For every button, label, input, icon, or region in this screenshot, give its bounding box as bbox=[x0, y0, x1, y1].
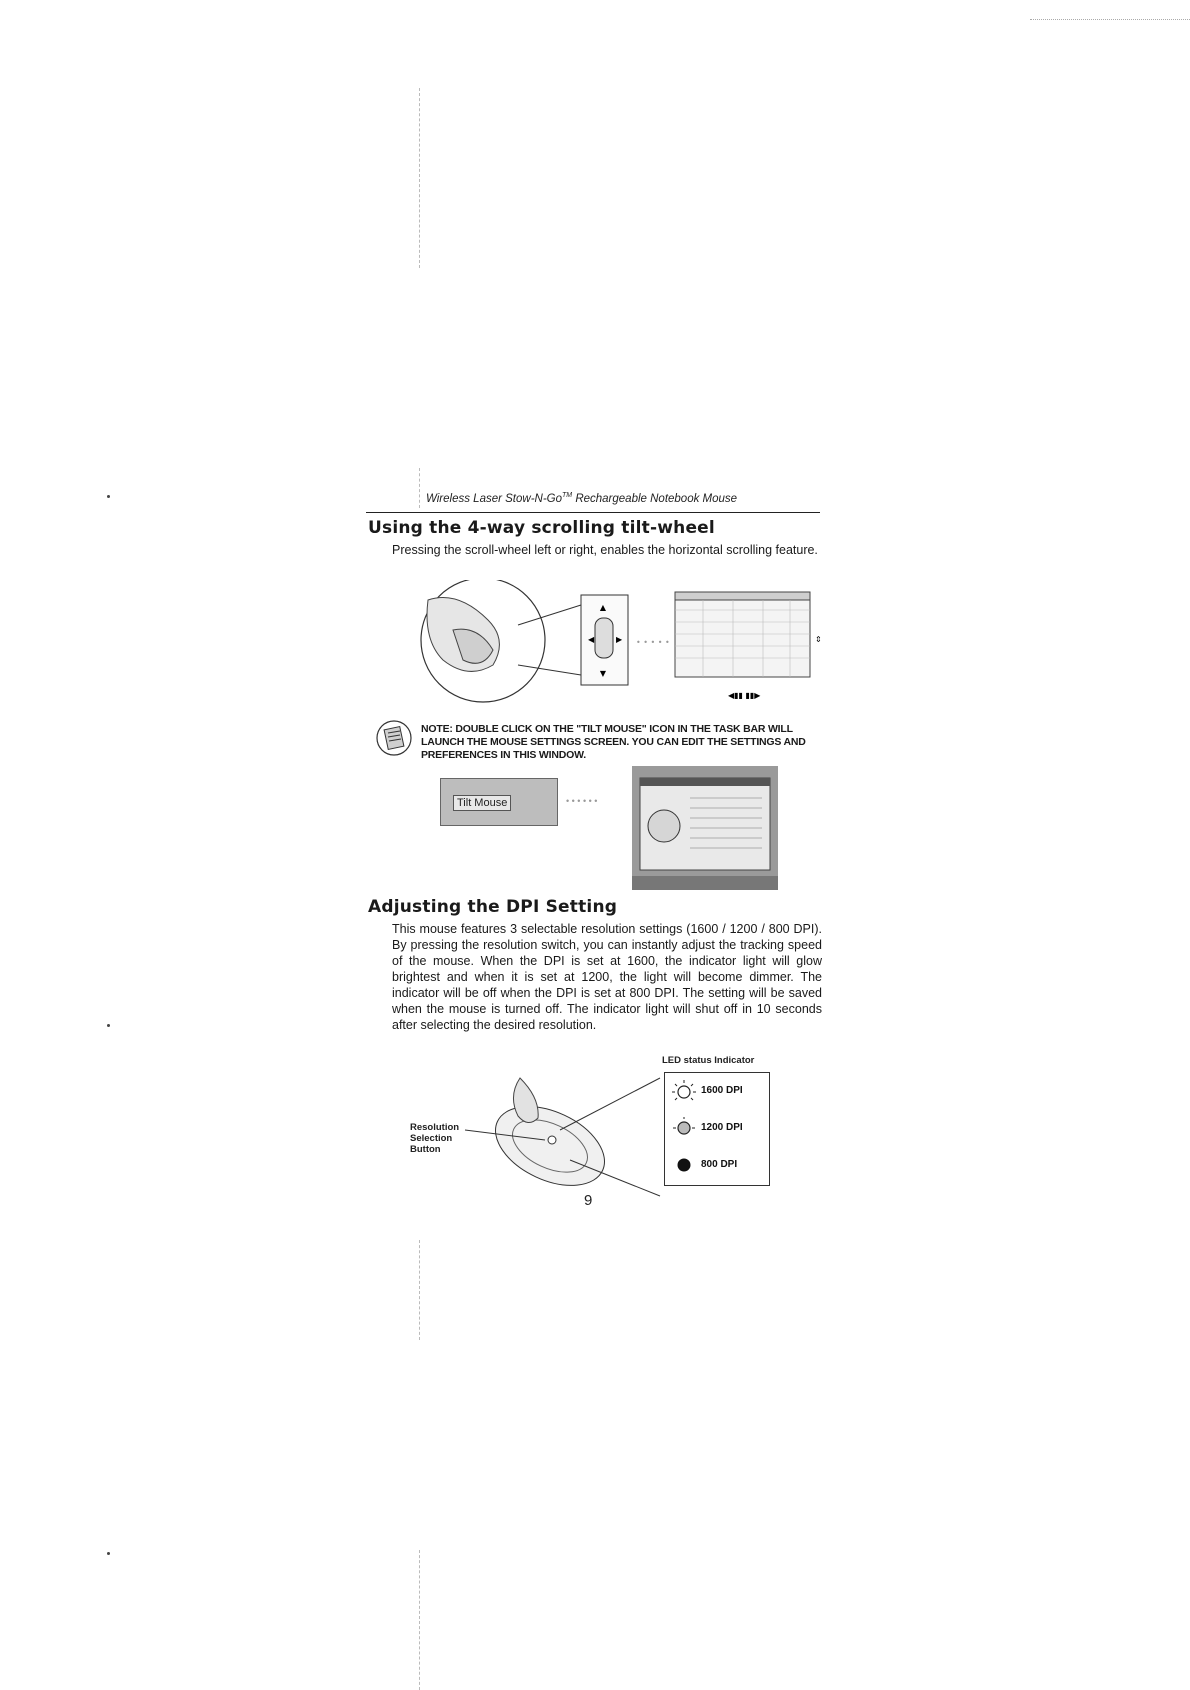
resolution-button-label bbox=[410, 1122, 459, 1155]
svg-text:▶: ▶ bbox=[616, 635, 623, 644]
mouse-dpi-illustration bbox=[460, 1068, 680, 1198]
running-head-title: Wireless Laser Stow-N-Go bbox=[426, 492, 563, 505]
trademark-mark: TM bbox=[562, 492, 573, 499]
dpi-1600-label: 1600 DPI bbox=[701, 1085, 743, 1096]
arrow-dots: • • • • • • bbox=[566, 796, 598, 806]
note-pad-icon bbox=[374, 718, 414, 758]
header-rule bbox=[366, 512, 820, 513]
tilt-wheel-paragraph: Pressing the scroll-wheel left or right, enables the horizontal scrolling feature. bbox=[392, 543, 818, 557]
led-status-box bbox=[664, 1072, 770, 1186]
dpi-1200-label: 1200 DPI bbox=[701, 1122, 743, 1133]
svg-text:▲: ▲ bbox=[599, 603, 607, 612]
led-status-label: LED status Indicator bbox=[662, 1055, 755, 1066]
resolution-label-line3: Button bbox=[410, 1144, 441, 1155]
resolution-label-line2: Selection bbox=[410, 1133, 453, 1144]
svg-text:▼: ▼ bbox=[599, 669, 607, 678]
tilt-wheel-illustration bbox=[398, 580, 830, 710]
svg-text:◀: ◀ bbox=[588, 635, 595, 644]
led-bright-icon bbox=[671, 1079, 697, 1101]
svg-text:◀▮▮ ▮▮▶: ◀▮▮ ▮▮▶ bbox=[728, 691, 761, 700]
svg-text:⇕: ⇕ bbox=[815, 635, 822, 644]
led-dim-icon bbox=[671, 1115, 697, 1137]
dpi-paragraph: This mouse features 3 selectable resolution settings (1600 / 1200 / 800 DPI). By pressing the resolution switch, you can instantly adjust the tracking speed of the mouse. When the DPI is set at 1600, the indicator light will glow brightest and when it is set at 1200, the light will become dimmer. The indicator will be off when the DPI is set at 800 DPI. The setting will be saved when the mouse is turned off. The indicator light will shut off in 10 seconds after selecting the desired resolution. bbox=[392, 922, 822, 1032]
mouse-body bbox=[483, 1091, 617, 1198]
section-heading-tilt-wheel: Using the 4-way scrolling tilt-wheel bbox=[368, 518, 715, 538]
resolution-button-dot bbox=[548, 1136, 556, 1144]
section-heading-dpi: Adjusting the DPI Setting bbox=[368, 897, 618, 917]
note-text: NOTE: DOUBLE CLICK ON THE "TILT MOUSE" ICON IN THE TASK BAR WILL LAUNCH THE MOUSE SETTINGS SCREEN. YOU CAN EDIT THE SETTINGS AND PREFERENCES IN THIS WINDOW. bbox=[421, 723, 806, 761]
running-head-subtitle: Rechargeable Notebook Mouse bbox=[572, 492, 738, 505]
svg-text:• • • • •: • • • • • bbox=[636, 638, 670, 647]
resolution-label-line1: Resolution bbox=[410, 1122, 460, 1133]
running-head bbox=[426, 492, 737, 505]
dpi-800-label: 800 DPI bbox=[701, 1159, 738, 1170]
led-off-icon bbox=[671, 1153, 697, 1175]
page-number: 9 bbox=[584, 1192, 593, 1209]
tilt-mouse-taskbar-label: Tilt Mouse bbox=[453, 795, 511, 811]
taskbar-screenshot bbox=[440, 778, 558, 826]
mouse-settings-window-screenshot bbox=[632, 766, 778, 890]
